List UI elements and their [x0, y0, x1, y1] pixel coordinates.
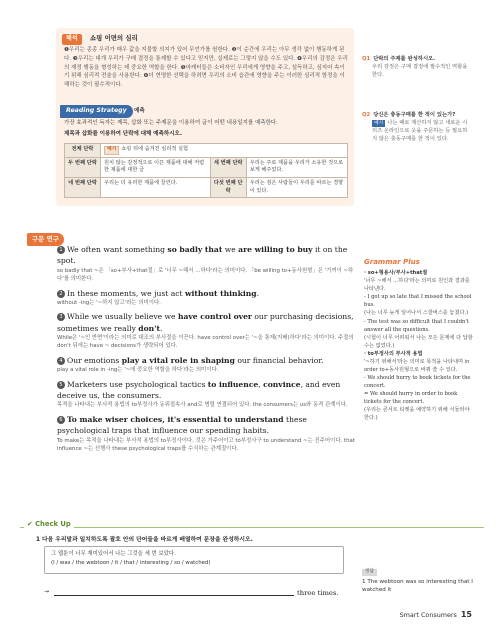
footer-title: Smart Consumers [399, 611, 457, 619]
prediction-table [64, 143, 348, 198]
check-up-question: 1 다음 우리말과 일치하도록 괄호 안의 단어들을 바르게 배열하여 문장을 완성하시오. [36, 537, 253, 543]
grammar-line: (시험이 너무 어려워서 나는 모든 문제에 다 답할 수는 없었다.) [364, 334, 473, 349]
grammar-plus [364, 257, 476, 422]
translation-title: 쇼핑 이면의 심리 [90, 34, 138, 42]
grammar-line: '~하기 위해서'라는 의미로 목적을 나타내며 in order to+동사원형으로 바꿔 쓸 수 있다. [364, 358, 470, 373]
sentence-number: 2 [57, 290, 65, 298]
sentence-explanation: so badly that ~은 「so+부사+that절」로 '너무 ~해서 …하다'라는 의미이다. 「be willing to+동사원형」은 '기꺼이 ~하다'를 의미한다. [57, 267, 354, 283]
grammar-line: (나는 너무 늦게 일어나서 스쿨버스를 놓쳤다.) [364, 310, 469, 317]
grammar-line: = We should hurry in order to book tickets for the concert. [364, 391, 458, 406]
row-label: 다섯 번째 단락 [210, 178, 246, 198]
table-row [65, 178, 348, 198]
answer-blank-line[interactable] [54, 595, 294, 596]
sentence-number: 4 [57, 357, 65, 365]
row-text: 쇼핑 뒤에 숨겨진 심리적 실험 [121, 146, 189, 152]
sentence-explanation: play a vital role in -ing는 '~에 중요한 역할을 하다'라는 의미이다. [57, 367, 219, 374]
row-text: 우리는 더 유리한 제품에 끌린다. [101, 178, 211, 198]
sentence-english: 5 Marketers use psychological tactics to influence, convince, and even deceive us, the consumers. [57, 379, 341, 400]
sentence-item [57, 355, 357, 375]
example-tag: 예시 [374, 120, 384, 126]
grammar-line: - I got up so late that I missed the school bus. [364, 294, 472, 309]
answer-ending: three times. [297, 589, 339, 597]
table-row [65, 157, 348, 177]
sentence-english: 6 To make wiser choices, it's essential to understand these psychological traps that influence our spending habits. [57, 414, 307, 436]
sentence-english: 3 While we usually believe we have control over our purchasing decisions, sometimes we really don't. [57, 312, 354, 333]
sentence-explanation: To make는 목적을 나타내는 부사적 용법의 to부정사이다. 것은 가주어이고 to부정사구 to understand ~는 진주어이다. that influence ~는 선행사 these psychological traps를 수식하는 관계절이다. [57, 437, 355, 452]
reading-strategy-instruction: 제목과 삽화를 이용하여 단락에 대해 예측하시오. [64, 131, 182, 137]
reading-strategy-text: 가장 효과적인 독자는 제목, 삽화 또는 주제문을 이용하여 글이 어떤 내용일지를 예측한다. [64, 120, 278, 126]
page-footer [400, 609, 472, 621]
question-answer: 우리 감정은 구매 결정에 필수적인 역할을 한다. [372, 63, 468, 78]
row-label: 전체 단락 [65, 144, 101, 158]
prompt-korean: 그 웹툰이 너무 재미있어서 나는 그것을 세 번 보았다. [51, 551, 176, 557]
answer-box [362, 567, 480, 595]
question-2 [362, 112, 472, 144]
sentence-english: 4 Our emotions play a vital role in shaping our financial behavior. [57, 355, 357, 366]
sentence-english: 2 In these moments, we just act without thinking. [57, 288, 357, 299]
row-text: 원치 않는 감정적으로 이끈 제품에 대해 저렴한 제품에 대한 글 [101, 157, 211, 177]
sentence-english: 1 We often want something so badly that we are willing to buy it on the spot. [57, 245, 348, 266]
row-label: 세 번째 단락 [210, 157, 246, 177]
row-text: 우리는 검은 사람들이 우리를 따르는 경향이 있다. [246, 178, 347, 198]
grammar-line: · to부정사의 부사적 용법 [364, 350, 423, 357]
answer-text: 나는 때로 계산하지 않고 새로운 시리즈 온라인으로 옷을 주문하는 등 필요하지 않은 충동구매를 한 적이 있다. [372, 119, 468, 142]
check-up-tag: ✔ Check Up [24, 520, 74, 530]
grammar-line: - The test was so difficult that I couldn't answer all the questions. [364, 318, 469, 333]
question-title: 당신은 충동구매를 한 적이 있는가? [373, 112, 456, 118]
table-row [65, 144, 348, 158]
reading-strategy-subtitle: 예측 [134, 108, 145, 114]
prompt-words: (I / was / the webtoon / it / that / interesting / so / watched) [51, 560, 211, 567]
reading-strategy-badge: Reading Strategy [60, 105, 133, 118]
translation-body: ❶우리는 종종 우리가 매우 값을 지불할 의지가 있어 무언가를 원한다. ❷이 순간에 우리는 아무 생각 없이 행동하게 된다. ❸우리는 대개 우리가 구매 결정을 통제할 수 있다고 믿지만, 실제로는 그렇지 않을 수도 있다. ❹우리의 감정은 우리의 재정 행동을 형성하는 데 중요한 역할을 한다. ❺마케터들은 소비자인 우리에게 영향을 주고, 설득하고, 심지어 속이기 위해 심리적 전술을 사용한다. ❻더 현명한 선택을 하려면 우리의 소비 습관에 영향을 주는 이러한 심리적 함정을 이해하는 것이 필수적이다. [64, 47, 348, 89]
grammar-plus-title: Grammar Plus [364, 258, 420, 266]
grammar-line: (우리는 콘서트 티켓을 예약하기 위해 서둘러야 한다.) [364, 407, 470, 422]
check-up-divider [20, 527, 484, 528]
sentence-item [57, 414, 357, 454]
row-label: 두 번째 단락 [65, 157, 101, 177]
row-label: 네 번째 단락 [65, 178, 101, 198]
answer-text: 1 The webtoon was so interesting that I watched it [362, 578, 473, 594]
sentence-list [57, 244, 357, 457]
grammar-line: - We should hurry to book tickets for the concert. [364, 374, 471, 390]
sentence-number: 6 [57, 416, 65, 424]
question-number: Q1 [362, 56, 371, 62]
sentence-item [57, 311, 357, 351]
example-tag: 예시 [104, 146, 119, 155]
answer-tag: 정답 [362, 569, 377, 576]
sentence-number: 5 [57, 381, 65, 389]
sentence-item [57, 288, 357, 308]
translation-panel [56, 28, 354, 206]
arrow-icon: → [44, 588, 50, 595]
question-answer [362, 120, 472, 144]
sentence-item [57, 379, 357, 410]
page-number: 15 [460, 610, 472, 619]
question-number: Q2 [362, 112, 371, 118]
question-title: 단락의 주제를 완성하시오. [373, 56, 436, 62]
sentence-explanation: 목적을 나타내는 부사적 용법의 to부정사가 동위접속사 and로 병렬 연결되어 있다. the consumers는 us와 동격 관계이다. [57, 402, 348, 409]
sentence-number: 3 [57, 313, 65, 321]
question-1 [362, 56, 472, 80]
section-tag: 구문 연구 [27, 233, 64, 246]
grammar-line: '너무 ~해서 …하다'라는 의미로 원인과 결과를 나타낸다. [364, 278, 470, 293]
sentence-number: 1 [57, 246, 65, 254]
row-text: 우리는 주로 제품을 우리가 소유한 것으로 보게 해주었다. [246, 157, 347, 177]
sentence-explanation: without -ing는 '~하지 않고'라는 의미이다. [57, 299, 161, 306]
translation-tag: 해석 [62, 34, 82, 45]
check-up-prompt-box [44, 546, 344, 574]
sentence-explanation: While은 '~인 반면'이라는 의미로 대조의 부사절을 이끈다. have control over는 '~을 통제(지배)하다'라는 의미이다. 주절의 don't 뒤에는 have ~ decisions가 생략되어 있다. [57, 335, 354, 350]
sentence-item [57, 244, 357, 284]
row-content [101, 144, 348, 158]
grammar-line: · so+형용사/부사+that절 [364, 270, 428, 277]
